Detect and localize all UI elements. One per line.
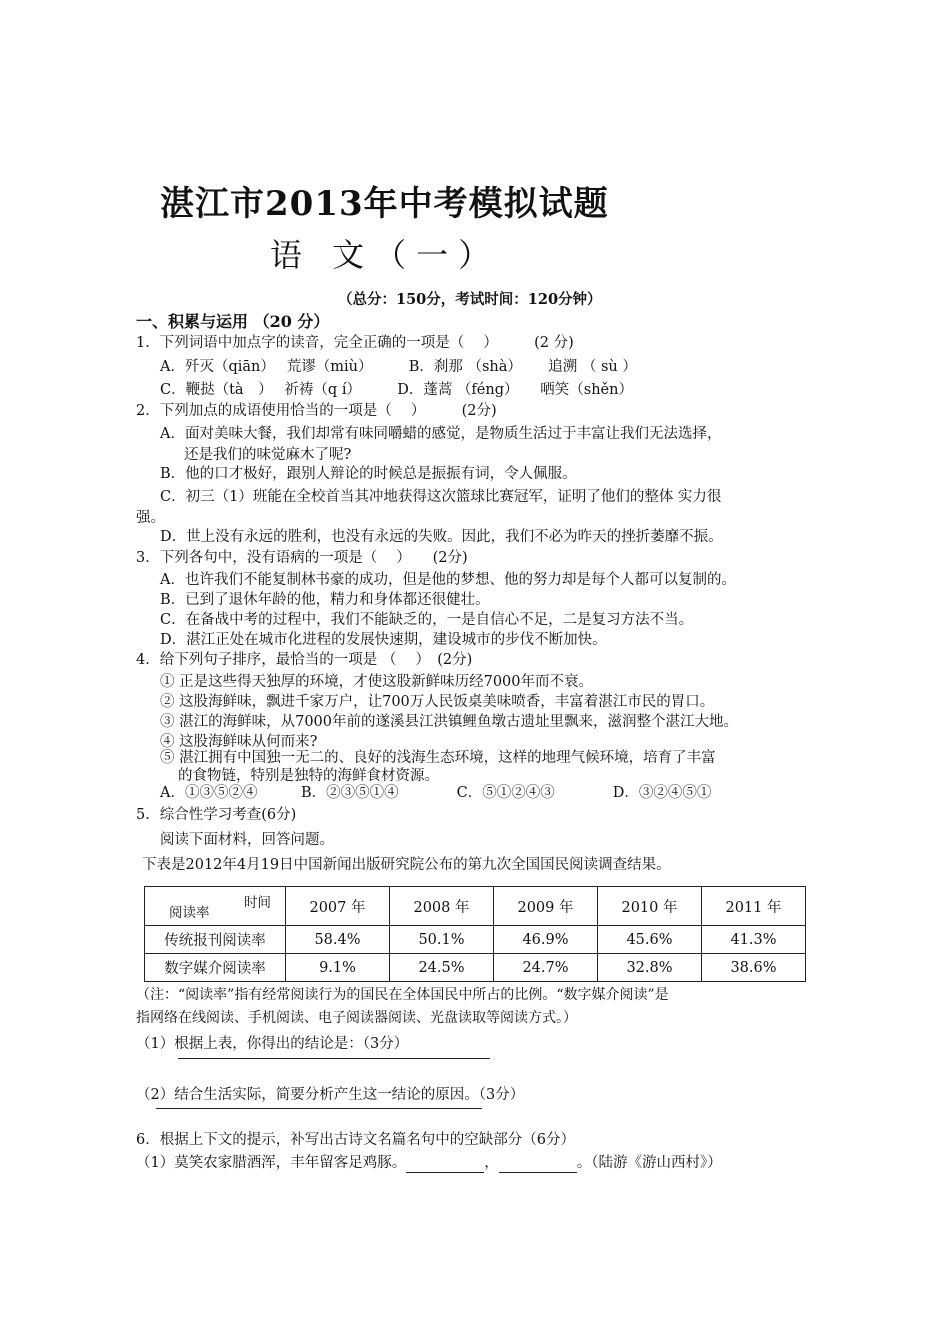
q2-option-a-line2: 还是我们的味觉麻木了呢? xyxy=(184,447,352,463)
year-header: 2009 年 xyxy=(494,887,598,926)
answer-line-2[interactable] xyxy=(156,1108,482,1109)
q4-sentence-5-line1: ⑤ 湛江拥有中国独一无二的、良好的浅海生态环境，这样的地理气候环境，培育了丰富 xyxy=(160,750,716,766)
section-heading: 一、积累与运用 （20 分） xyxy=(136,312,330,331)
table-cell: 50.1% xyxy=(390,926,494,954)
year-header: 2008 年 xyxy=(390,887,494,926)
q5-description: 下表是2012年4月19日中国新闻出版研究院公布的第九次全国国民阅读调查结果。 xyxy=(142,857,671,873)
table-header-row xyxy=(145,887,806,926)
exam-title: 湛江市2013年中考模拟试题 xyxy=(160,184,609,224)
q5-subquestion-2: （2）结合生活实际，简要分析产生这一结论的原因。（3分） xyxy=(136,1087,525,1103)
table-cell: 41.3% xyxy=(702,926,806,954)
q3-option-b: B．已到了退休年龄的他，精力和身体都还很健壮。 xyxy=(160,592,490,608)
q4-sentence-3: ③ 湛江的海鲜味，从7000年前的遂溪县江洪镇鲤鱼墩古遗址里飘来，滋润整个湛江大地。 xyxy=(160,714,739,730)
q1-options-row2: C．鞭挞（tà ） 祈祷（q í） D．蓬蒿 （féng） 哂笑（shěn） xyxy=(160,382,633,398)
q3-stem: 3．下列各句中，没有语病的一项是（ ） (2分) xyxy=(136,550,468,566)
table-cell: 45.6% xyxy=(598,926,702,954)
score-info: （总分：150分，考试时间：120分钟） xyxy=(338,291,602,308)
blank-2[interactable] xyxy=(499,1156,577,1173)
q2-option-c-line1: C．初三（1）班能在全校首当其冲地获得这次篮球比赛冠军，证明了他们的整体 实力很 xyxy=(160,489,722,505)
q4-options: A．①③⑤②④ B．②③⑤①④ C．⑤①②④③ D．③②④⑤① xyxy=(160,785,712,801)
table-cell: 9.1% xyxy=(286,954,390,982)
q1-options-row1: A．歼灭（qiān） 荒谬（miù） B．刹那 （shà） 追溯 （ sù ） xyxy=(160,359,637,375)
q6-item-1-source: 。（陆游《游山西村》） xyxy=(576,1155,722,1171)
table-cell: 32.8% xyxy=(598,954,702,982)
q4-sentence-5-line2: 的食物链，特别是独特的海鲜食材资源。 xyxy=(178,768,439,784)
q2-option-b: B．他的口才极好，跟别人辩论的时候总是振振有词，令人佩服。 xyxy=(160,466,577,482)
row-label: 数字媒介阅读率 xyxy=(145,954,286,982)
corner-label-rate: 阅读率 xyxy=(169,905,210,921)
table-corner-cell xyxy=(145,887,286,926)
table-cell: 38.6% xyxy=(702,954,806,982)
table-cell: 24.5% xyxy=(390,954,494,982)
q5-stem: 5．综合性学习考查(6分) xyxy=(136,807,297,823)
table-note-line2: 指网络在线阅读、手机阅读、电子阅读器阅读、光盘读取等阅读方式。） xyxy=(136,1010,577,1026)
table-note-line1: （注：“阅读率”指有经常阅读行为的国民在全体国民中所占的比例。“数字媒介阅读”是 xyxy=(136,987,669,1003)
q3-option-c: C．在备战中考的过程中，我们不能缺乏的，一是自信心不足，二是复习方法不当。 xyxy=(160,612,694,628)
q3-option-a: A．也许我们不能复制林书豪的成功，但是他的梦想、他的努力却是每个人都可以复制的。 xyxy=(160,572,736,588)
answer-line-1[interactable] xyxy=(178,1058,490,1059)
q2-option-d: D．世上没有永远的胜利，也没有永远的失败。因此，我们不必为昨天的挫折萎靡不振。 xyxy=(160,529,723,545)
year-header: 2007 年 xyxy=(286,887,390,926)
table-cell: 46.9% xyxy=(494,926,598,954)
year-header: 2010 年 xyxy=(598,887,702,926)
q5-subquestion-1: （1）根据上表，你得出的结论是：（3分） xyxy=(136,1036,409,1052)
q2-stem: 2．下列加点的成语使用恰当的一项是（ ） (2分) xyxy=(136,403,497,419)
q5-intro: 阅读下面材料，回答问题。 xyxy=(160,832,334,848)
blank-1[interactable] xyxy=(406,1156,484,1173)
table-row xyxy=(145,926,806,954)
table-cell: 58.4% xyxy=(286,926,390,954)
q4-sentence-2: ② 这股海鲜味，飘进千家万户，让700万人民饭桌美味喷香，丰富着湛江市民的胃口。 xyxy=(160,694,715,710)
row-label: 传统报刊阅读率 xyxy=(145,926,286,954)
q6-item-1-text: （1）莫笑农家腊酒浑，丰年留客足鸡豚。 xyxy=(136,1155,407,1171)
q4-sentence-4: ④ 这股海鲜味从何而来? xyxy=(160,734,318,750)
q4-stem: 4．给下列句子排序，最恰当的一项是 （ ） (2分) xyxy=(136,652,473,668)
q2-option-c-line2: 强。 xyxy=(136,510,165,526)
q6-stem: 6．根据上下文的提示，补写出古诗文名篇名句中的空缺部分（6分） xyxy=(136,1132,575,1148)
q2-option-a-line1: A．面对美味大餐，我们却常有味同嚼蜡的感觉，是物质生活过于丰富让我们无法选择， xyxy=(160,426,722,442)
q4-sentence-1: ① 正是这些得天独厚的环境，才使这股新鲜味历经7000年而不衰。 xyxy=(160,674,594,690)
q6-item-1-separator: ， xyxy=(484,1155,499,1171)
table-cell: 24.7% xyxy=(494,954,598,982)
table-row xyxy=(145,954,806,982)
year-header: 2011 年 xyxy=(702,887,806,926)
q6-item-1 xyxy=(136,1153,722,1173)
corner-label-time: 时间 xyxy=(244,895,271,911)
exam-subtitle: 语 文（一） xyxy=(270,236,501,274)
q3-option-d: D．湛江正处在城市化进程的发展快速期，建设城市的步伐不断加快。 xyxy=(160,632,607,648)
reading-survey-table xyxy=(144,886,806,982)
q1-stem: 1．下列词语中加点字的读音，完全正确的一项是（ ） (2 分) xyxy=(136,335,574,351)
